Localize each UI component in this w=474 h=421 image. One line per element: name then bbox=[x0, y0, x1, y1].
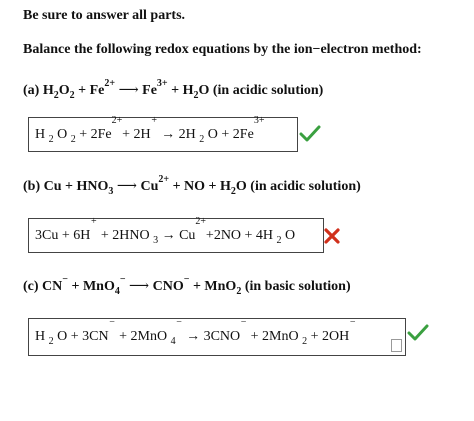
instruction-answer-all: Be sure to answer all parts. bbox=[23, 8, 186, 23]
answer-box-a[interactable] bbox=[28, 114, 298, 152]
answer-box-c[interactable] bbox=[28, 318, 406, 356]
cursor-placeholder-box[interactable] bbox=[391, 339, 402, 352]
check-icon bbox=[407, 324, 429, 342]
answer-box-b[interactable] bbox=[28, 215, 324, 253]
instruction-balance: Balance the following redox equations by the ion−electron method: bbox=[23, 42, 422, 57]
question-c: (c) CN− + MnO$_4$− ⟶ CNO− + MnO$_2$ (in basic solution) bbox=[23, 274, 351, 297]
answer-c-rendered: H $_2$ O + 3CN − + 2MnO $_4$ − → 3CNO − + 2MnO $_2$ + 2OH − bbox=[35, 317, 356, 347]
cross-icon bbox=[324, 228, 340, 244]
question-a: (a) $H_2O_2 + Fe^{2+}$ ⟶ $Fe^{3+} + H_2O$ (in acidic solution) bbox=[23, 78, 324, 101]
answer-a-rendered: H $_2$ O $_2$ + 2Fe 2+ + 2H + → 2H $_2$ O + 2Fe 3+ bbox=[35, 114, 265, 145]
check-icon bbox=[299, 125, 321, 143]
answer-b-rendered: 3Cu + 6H + + 2HNO $_3$ → Cu 2+ +2NO + 4H $_2$ O bbox=[35, 215, 296, 246]
question-b: (b) $Cu + HNO_3$ ⟶ $Cu^{2+}$ + NO + $H_2O$ (in acidic solution) bbox=[23, 174, 361, 197]
